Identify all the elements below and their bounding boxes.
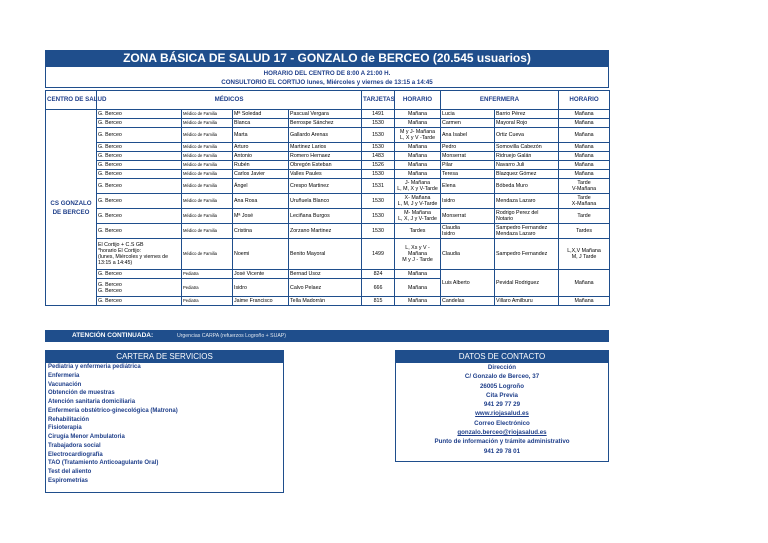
tarjetas-cell: 1531 [362,179,395,194]
centro-cell: G. Berceo [97,179,182,194]
horario-cell: Mañana [395,110,441,119]
datos-contacto-box [395,350,609,462]
horario-cell: Mañana [395,152,441,161]
medico-nombre-cell: Mª José [233,209,289,224]
horario-cell: L, Xs y V - Mañana M y J - Tarde [395,239,441,270]
header-horario: HORARIO [395,91,441,110]
table-row [46,170,610,179]
medico-apellido-cell: Romero Hernaez [289,152,362,161]
cita-previa-label: Cita Previa [486,391,518,399]
centro-cell: G. Berceo [97,224,182,239]
medico-nombre-cell: Ana Rosa [233,194,289,209]
medico-apellido-cell: Gallardo Arenas [289,128,362,143]
horario-enfermera-cell: Tardes [559,224,610,239]
tarjetas-cell: 1530 [362,119,395,128]
tarjetas-cell: 1491 [362,110,395,119]
horario-cell: Mañana [395,119,441,128]
medico-apellido-cell: Martinez Larios [289,143,362,152]
header-enfermera: ENFERMERA [441,91,559,110]
tarjetas-cell: 1530 [362,143,395,152]
enfermera-apellido-cell: Sampedro Fernandez Mendaza Lazaro [495,224,559,239]
pediatra-nombre-cell: Jaime Francisco [233,297,289,306]
horario-enfermera-cell: Mañana [559,161,610,170]
tarjetas-cell: 1530 [362,209,395,224]
servicio-item: Electrocardiografía [48,451,103,458]
enfermera-apellido-cell: Sampedro Fernandez [495,239,559,270]
medico-apellido-cell: Crespo Martinez [289,179,362,194]
horario-enfermera-cell: Mañana [559,170,610,179]
contacto-title: DATOS DE CONTACTO [396,351,608,363]
horario-enfermera-cell: Mañana [559,270,610,297]
table-row [46,143,610,152]
enfermera-apellido-cell: Mendaza Lazaro [495,194,559,209]
medico-apellido-cell: Obregón Esteban [289,161,362,170]
table-row [46,128,610,143]
centro-cell: G. Berceo [97,128,182,143]
servicio-item: Test del aliento [48,469,92,475]
enfermera-apellido-cell: Bóbeda Muro [495,179,559,194]
tipo-cell: Pediatra [182,297,233,306]
hours-line-2: CONSULTORIO EL CORTIJO lunes, Miércoles y viernes de 13:15 a 14:45 [221,79,433,86]
centro-cell: G. Berceo [97,270,182,279]
medico-apellido-cell: Leciñana Burgos [289,209,362,224]
tipo-cell: Médico de Familia [182,143,233,152]
enfermera-apellido-cell: Rodrigo Perez del Notario [495,209,559,224]
horario-cell: Mañana [395,143,441,152]
table-row [46,297,610,306]
centro-name-cell: CS GONZALO DE BERCEO [46,110,97,306]
header-medicos: MÉDICOS [97,91,362,110]
table-row [46,224,610,239]
centro-cell: G. Berceo [97,119,182,128]
tipo-cell: Médico de Familia [182,170,233,179]
servicio-item: Rehabilitación [48,416,90,423]
enfermera-nombre-cell: Pedro [441,143,495,152]
horario-enfermera-cell: Mañana [559,119,610,128]
enfermera-nombre-cell: Pilar [441,161,495,170]
codigo-postal: 26005 Logroño [479,382,524,390]
tarjetas-cell: 1530 [362,170,395,179]
table-row [46,209,610,224]
centro-cell: El Cortijo + C.S GB *horario El Cortijo: (lunes, Miércoles y viernes de 13:15 a 14:45) [97,239,182,270]
info-label: Punto de información y trámite administrativo [434,438,570,446]
horario-cell: M y J- Mañana L, X y V -Tarde [395,128,441,143]
medico-nombre-cell: Cristina [233,224,289,239]
enfermera-apellido-cell: Navarro Juli [495,161,559,170]
horario-cell: Mañana [395,270,441,279]
page-title: ZONA BÁSICA DE SALUD 17 - GONZALO de BERCEO (20.545 usuarios) [45,50,609,66]
enfermera-nombre-cell: Lucia [441,110,495,119]
tipo-cell: Médico de Familia [182,194,233,209]
tipo-cell: Médico de Familia [182,119,233,128]
horario-enfermera-cell: L,X,V Mañana M, J Tarde [559,239,610,270]
email-label: Correo Electrónico [474,419,530,427]
enfermera-nombre-cell: Claudia Isidro [441,224,495,239]
direccion-value: C/ Gonzalo de Berceo, 37 [464,373,540,381]
enfermera-nombre-cell: Carmen [441,119,495,128]
horario-cell: Mañana [395,297,441,306]
enfermera-nombre-cell: Candelas [441,297,495,306]
centro-cell: G. Berceo [97,161,182,170]
servicio-item: Atención sanitaria domiciliaria [48,399,136,405]
hours-line-1: HORARIO DEL CENTRO DE 8:00 A 21:00 H. [263,70,391,77]
tarjetas-cell: 815 [362,297,395,306]
tipo-cell: Médico de Familia [182,224,233,239]
horario-cell: Mañana [395,170,441,179]
enfermera-nombre-cell: Claudia [441,239,495,270]
tipo-cell: Pediatra [182,270,233,279]
tarjetas-cell: 1499 [362,239,395,270]
email-link[interactable]: gonzalo.berceo@riojasalud.es [457,429,547,437]
cartera-list [46,363,283,486]
enfermera-apellido-cell: Barrio Pérez [495,110,559,119]
tarjetas-cell: 824 [362,270,395,279]
servicio-item: Obtención de muestras [48,390,115,397]
centro-cell: G. Berceo [97,209,182,224]
tipo-cell: Médico de Familia [182,209,233,224]
tarjetas-cell: 1483 [362,152,395,161]
horario-cell: X- Mañana L, M, J y V-Tarde [395,194,441,209]
medico-apellido-cell: Pascual Vergara [289,110,362,119]
horario-enfermera-cell: Tarde V-Mañana [559,179,610,194]
horario-cell: Mañana [395,279,441,297]
header-horario-enfermera: HORARIO [559,91,610,110]
enfermera-apellido-cell: Somovilla Cabezón [495,143,559,152]
centro-cell: G. Berceo [97,110,182,119]
atencion-continuada-bar [45,330,609,342]
table-row [46,194,610,209]
table-row [46,119,610,128]
centro-cell: G. Berceo [97,152,182,161]
table-header-row [46,91,610,110]
medico-apellido-cell: Benito Mayoral [289,239,362,270]
info-phone[interactable]: 941 29 78 01 [483,447,521,455]
tarjetas-cell: 1530 [362,224,395,239]
enfermera-nombre-cell: Monserrat [441,152,495,161]
horario-enfermera-cell: Mañana [559,297,610,306]
horario-cell: Tardes [395,224,441,239]
horario-enfermera-cell: Mañana [559,128,610,143]
enfermera-apellido-cell: Blazquez Gómez [495,170,559,179]
enfermera-nombre-cell: Isidro [441,194,495,209]
medico-nombre-cell: Marta [233,128,289,143]
medico-nombre-cell: Antonio [233,152,289,161]
medico-apellido-cell: Berrospe Sánchez [289,119,362,128]
medico-nombre-cell: Ángel [233,179,289,194]
horario-enfermera-cell: Tarde X-Mañana [559,194,610,209]
tipo-cell: Médico de Familia [182,161,233,170]
tarjetas-cell: 1530 [362,194,395,209]
tarjetas-cell: 666 [362,279,395,297]
table-row [46,161,610,170]
servicio-item: Pediatria y enfermeria pediátrica [48,364,141,370]
medico-apellido-cell: Valles Paules [289,170,362,179]
servicio-item: Enfermeria [48,372,80,379]
medico-nombre-cell: Blanca [233,119,289,128]
website-link[interactable]: www.riojasalud.es [475,410,529,418]
hours-banner [45,66,609,88]
table-row [46,179,610,194]
cartera-servicios-box [45,350,284,493]
servicio-item: Enfermería obstétrico-ginecológica (Matrona) [48,407,178,414]
servicio-item: TAO (Tratamiento Anticoagulante Oral) [48,460,159,467]
medico-apellido-cell: Uruñuela Blanco [289,194,362,209]
enfermera-apellido-cell: Ridruejo Galán [495,152,559,161]
servicio-item: Trabajadora social [48,442,101,449]
table-row [46,110,610,119]
centro-cell: G. Berceo [97,143,182,152]
cartera-title: CARTERA DE SERVICIOS [46,351,283,363]
cita-previa-phone[interactable]: 941 29 77 29 [483,401,521,409]
medico-nombre-cell: Arturo [233,143,289,152]
enfermera-apellido-cell: Ortiz Cueva [495,128,559,143]
table-row [46,239,610,270]
header-centro: CENTRO DE SALUD [46,91,97,110]
tipo-cell: Médico de Familia [182,239,233,270]
servicio-item: Fisioterapia [48,425,82,432]
centro-cell: G. Berceo [97,194,182,209]
medico-apellido-cell: Zorzano Martinez [289,224,362,239]
centro-cell: G. Berceo [97,297,182,306]
horario-enfermera-cell: Tarde [559,209,610,224]
tarjetas-cell: 1526 [362,161,395,170]
medico-nombre-cell: Carlos Javier [233,170,289,179]
horario-enfermera-cell: Mañana [559,143,610,152]
pediatra-apellido-cell: Bernad Usoz [289,270,362,279]
servicio-item: Vacunación [48,381,82,388]
pediatra-nombre-cell: José Vicente [233,270,289,279]
tipo-cell: Médico de Familia [182,128,233,143]
enfermera-apellido-cell: Pevidal Rodriguez [495,270,559,297]
horario-cell: M- Mañana L, X, J y V-Tarde [395,209,441,224]
tarjetas-cell: 1530 [362,128,395,143]
table-row [46,270,610,279]
horario-cell: Mañana [395,161,441,170]
medico-nombre-cell: Noemi [233,239,289,270]
enfermera-apellido-cell: Mayoral Rojo [495,119,559,128]
tipo-cell: Médico de Familia [182,110,233,119]
header-tarjetas: TARJETAS [362,91,395,110]
enfermera-nombre-cell: Ana Isabel [441,128,495,143]
centro-cell: G. Berceo [97,170,182,179]
atencion-label: ATENCIÓN CONTINUADA: [72,332,154,339]
staff-table-body [46,110,610,306]
pediatra-apellido-cell: Tella Madorrán [289,297,362,306]
enfermera-nombre-cell: Elena [441,179,495,194]
enfermera-nombre-cell: Luis Alberto [441,270,495,297]
centro-cell: G. Berceo G. Berceo [97,279,182,297]
horario-enfermera-cell: Mañana [559,110,610,119]
pediatra-nombre-cell: Isidro [233,279,289,297]
tipo-cell: Pediatra [182,279,233,297]
medico-nombre-cell: Mª Soledad [233,110,289,119]
horario-enfermera-cell: Mañana [559,152,610,161]
enfermera-nombre-cell: Teresa [441,170,495,179]
servicio-item: Espirometrías [48,477,89,484]
servicio-item: Cirugía Menor Ambulatoria [48,434,125,440]
tipo-cell: Médico de Familia [182,179,233,194]
horario-cell: J- Mañana L, M, X y V-Tarde [395,179,441,194]
staff-table [45,90,610,306]
enfermera-nombre-cell: Monserrat [441,209,495,224]
atencion-value: Urgencias CARPA (refuerzos Logroño + SUAP) [176,333,286,339]
enfermera-apellido-cell: Villaro Amilburu [495,297,559,306]
table-row [46,152,610,161]
direccion-label: Dirección [487,364,517,371]
pediatra-apellido-cell: Calvo Pelaez [289,279,362,297]
medico-nombre-cell: Rubén [233,161,289,170]
tipo-cell: Médico de Familia [182,152,233,161]
